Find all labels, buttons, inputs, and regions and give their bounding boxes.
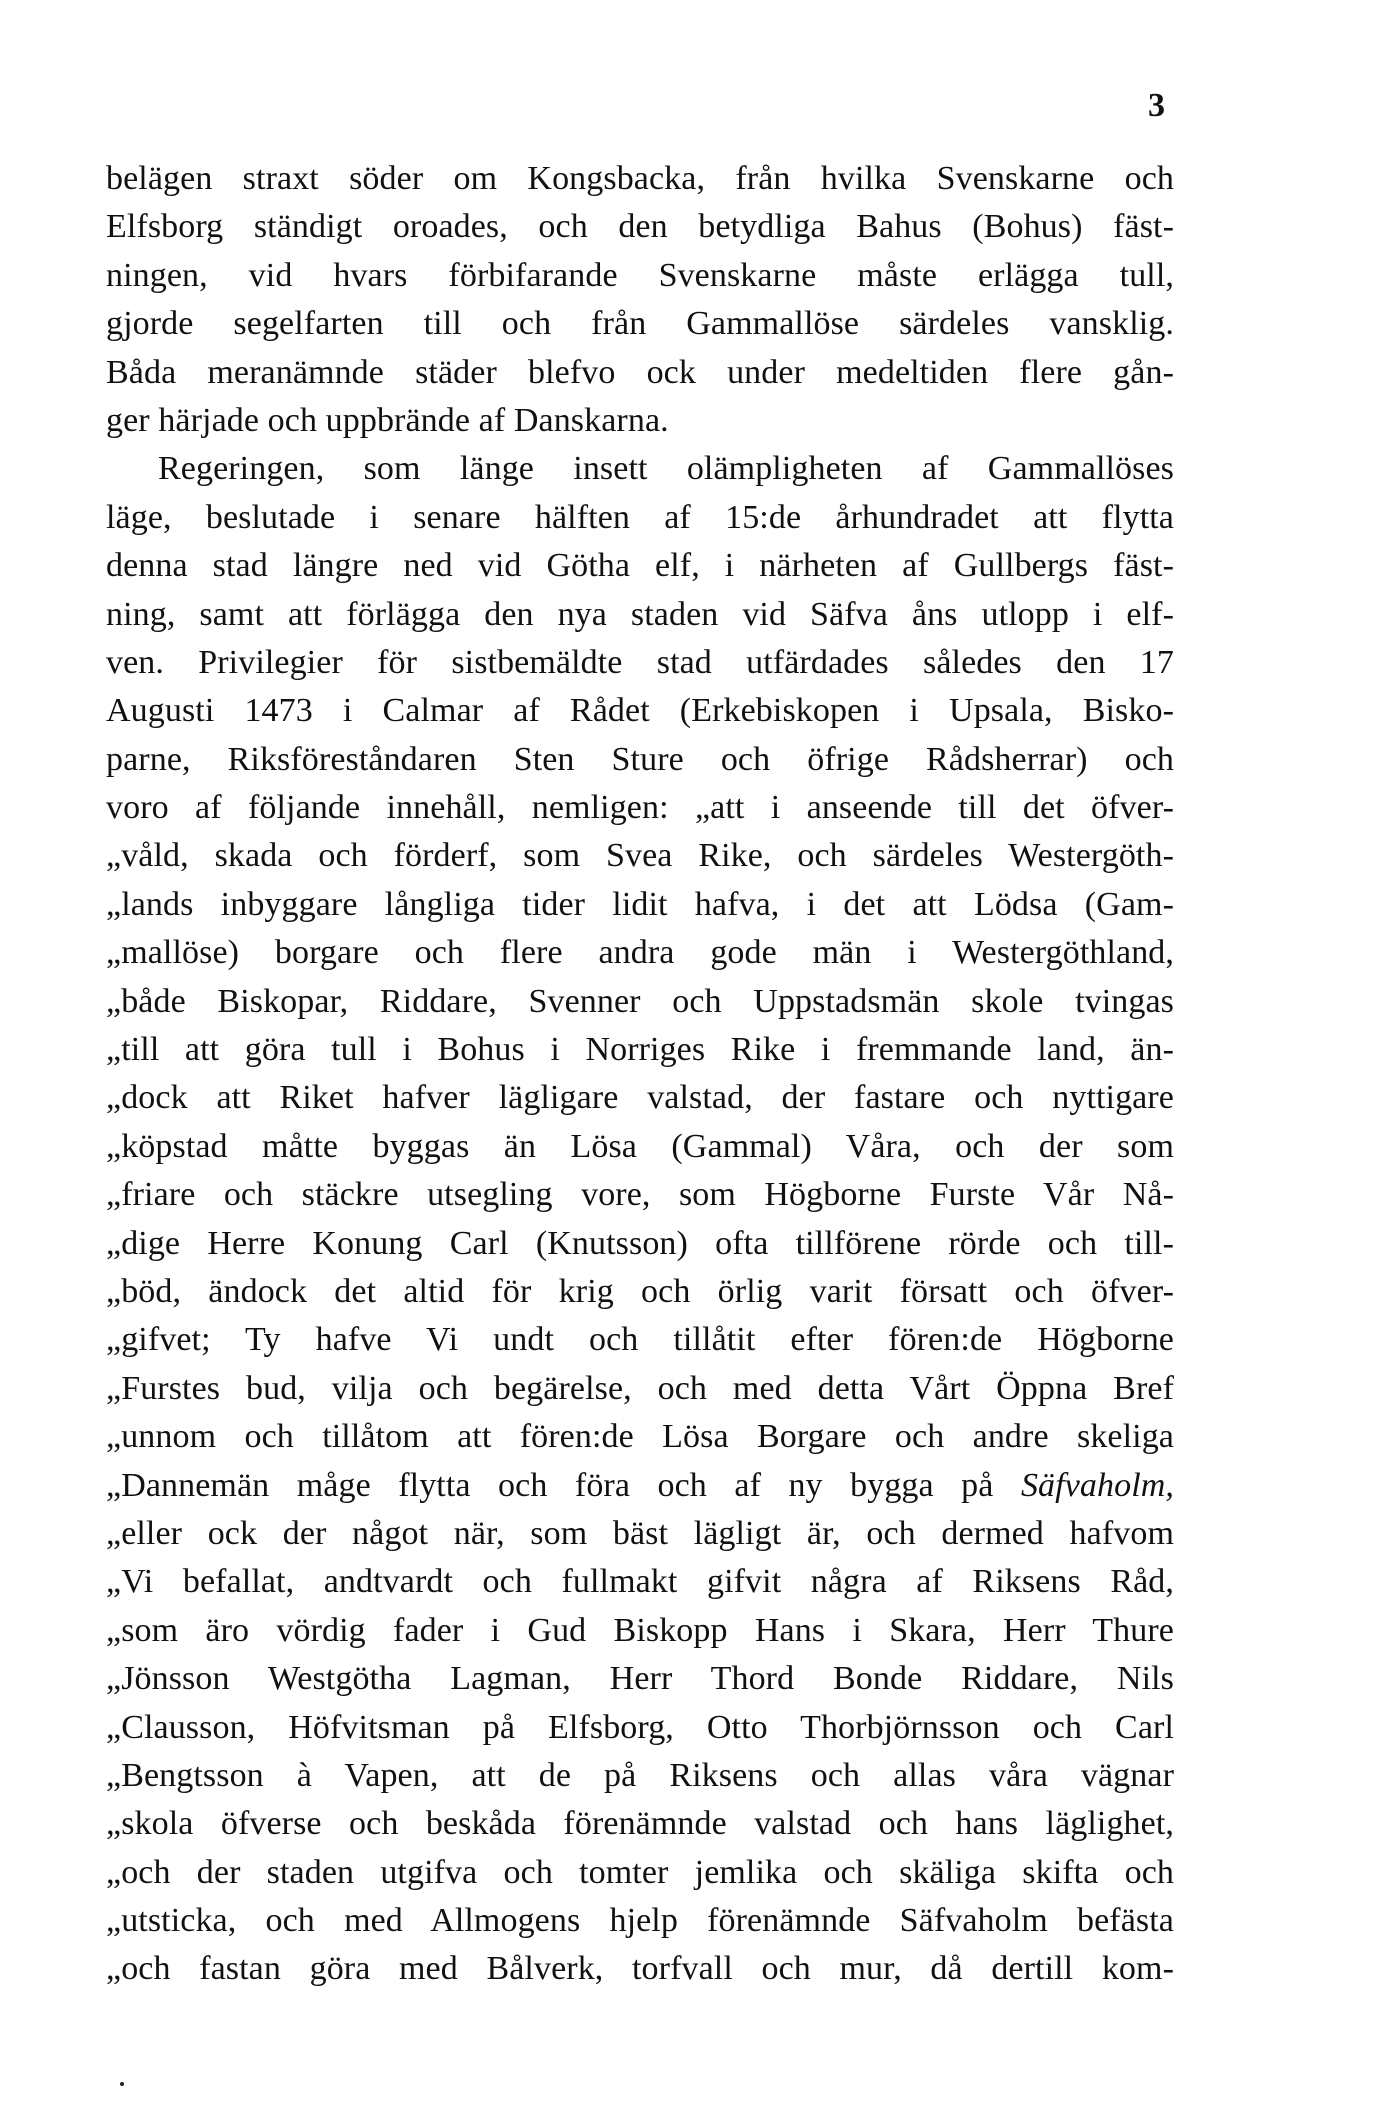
- text-line: „dock att Riket hafver lägligare valstad, der fastare och nyttigare: [106, 1079, 1174, 1117]
- print-speck: [120, 2082, 124, 2086]
- text-line: „friare och stäckre utsegling vore, som Högborne Furste Vår Nå-: [106, 1176, 1174, 1214]
- text-line: ning, samt att förlägga den nya staden vid Säfva åns utlopp i elf-: [106, 595, 1174, 633]
- text-segment: „Dannemän måge flytta och föra och af ny bygga på: [106, 1466, 1021, 1504]
- text-line: „lands inbyggare långliga tider lidit hafva, i det att Lödsa (Gam-: [106, 885, 1174, 923]
- text-line: gjorde segelfarten till och från Gammallöse särdeles vansklig.: [106, 305, 1174, 343]
- text-line-with-italic: [106, 1462, 1174, 1510]
- italic-place-name: Säfvaholm,: [1020, 1466, 1174, 1504]
- text-line: „köpstad måtte byggas än Lösa (Gammal) Våra, och der som: [106, 1127, 1174, 1165]
- text-line: „Bengtsson à Vapen, att de på Riksens och allas våra vägnar: [106, 1756, 1174, 1794]
- text-line: „och der staden utgifva och tomter jemlika och skäliga skifta och: [106, 1853, 1174, 1891]
- text-line: „Vi befallat, andtvardt och fullmakt gifvit några af Riksens Råd,: [106, 1563, 1174, 1601]
- text-line: „skola öfverse och beskåda förenämnde valstad och hans läglighet,: [106, 1805, 1174, 1843]
- text-line: Båda meranämnde städer blefvo ock under medeltiden flere gån-: [106, 353, 1174, 391]
- body-text: [106, 155, 1174, 1994]
- text-line: denna stad längre ned vid Götha elf, i närheten af Gullbergs fäst-: [106, 547, 1174, 585]
- text-line: „gifvet; Ty hafve Vi undt och tillåtit efter fören:de Högborne: [106, 1321, 1174, 1359]
- text-line: ven. Privilegier för sistbemäldte stad utfärdades således den 17: [106, 643, 1174, 681]
- paragraph-1: [106, 155, 1174, 445]
- text-line: „och fastan göra med Bålverk, torfvall och mur, då dertill kom-: [106, 1950, 1174, 1988]
- text-line: „både Biskopar, Riddare, Svenner och Uppstadsmän skole tvingas: [106, 982, 1174, 1020]
- text-line: „unnom och tillåtom att fören:de Lösa Borgare och andre skeliga: [106, 1418, 1174, 1456]
- text-line: „som äro vördig fader i Gud Biskopp Hans i Skara, Herr Thure: [106, 1611, 1174, 1649]
- text-line: belägen straxt söder om Kongsbacka, från hvilka Svenskarne och: [106, 160, 1174, 197]
- text-line: voro af följande innehåll, nemligen: „att i anseende till det öfver-: [106, 789, 1174, 827]
- text-line: „dige Herre Konung Carl (Knutsson) ofta tillförene rörde och till-: [106, 1224, 1174, 1262]
- text-line: ningen, vid hvars förbifarande Svenskarne måste erlägga tull,: [106, 256, 1174, 294]
- text-line: parne, Riksföreståndaren Sten Sture och öfrige Rådsherrar) och: [106, 740, 1174, 778]
- text-line: „utsticka, och med Allmogens hjelp förenämnde Säfvaholm befästa: [106, 1902, 1174, 1940]
- text-line: „Clausson, Höfvitsman på Elfsborg, Otto Thorbjörnsson och Carl: [106, 1708, 1174, 1746]
- text-line: „Jönsson Westgötha Lagman, Herr Thord Bonde Riddare, Nils: [106, 1660, 1174, 1698]
- page-number: 3: [1148, 87, 1165, 124]
- text-line: Regeringen, som länge insett olämpligheten af Gammallöses: [158, 450, 1174, 488]
- text-line: Augusti 1473 i Calmar af Rådet (Erkebiskopen i Upsala, Bisko-: [106, 692, 1174, 730]
- text-line: Elfsborg ständigt oroades, och den betydliga Bahus (Bohus) fäst-: [106, 208, 1174, 246]
- text-line: „våld, skada och förderf, som Svea Rike, och särdeles Westergöth-: [106, 837, 1174, 875]
- text-line: läge, beslutade i senare hälften af 15:de århundradet att flytta: [106, 498, 1174, 536]
- paragraph-2: [106, 445, 1174, 1994]
- text-line: ger härjade och uppbrände af Danskarna.: [106, 401, 669, 439]
- text-line: „böd, ändock det altid för krig och örlig varit försatt och öfver-: [106, 1272, 1174, 1310]
- text-line: „mallöse) borgare och flere andra gode män i Westergöthland,: [106, 934, 1174, 972]
- text-line: „till att göra tull i Bohus i Norriges Rike i fremmande land, än-: [106, 1031, 1174, 1069]
- text-line: „Furstes bud, vilja och begärelse, och med detta Vårt Öppna Bref: [106, 1369, 1174, 1407]
- text-line: „eller ock der något när, som bäst lägligt är, och dermed hafvom: [106, 1514, 1174, 1552]
